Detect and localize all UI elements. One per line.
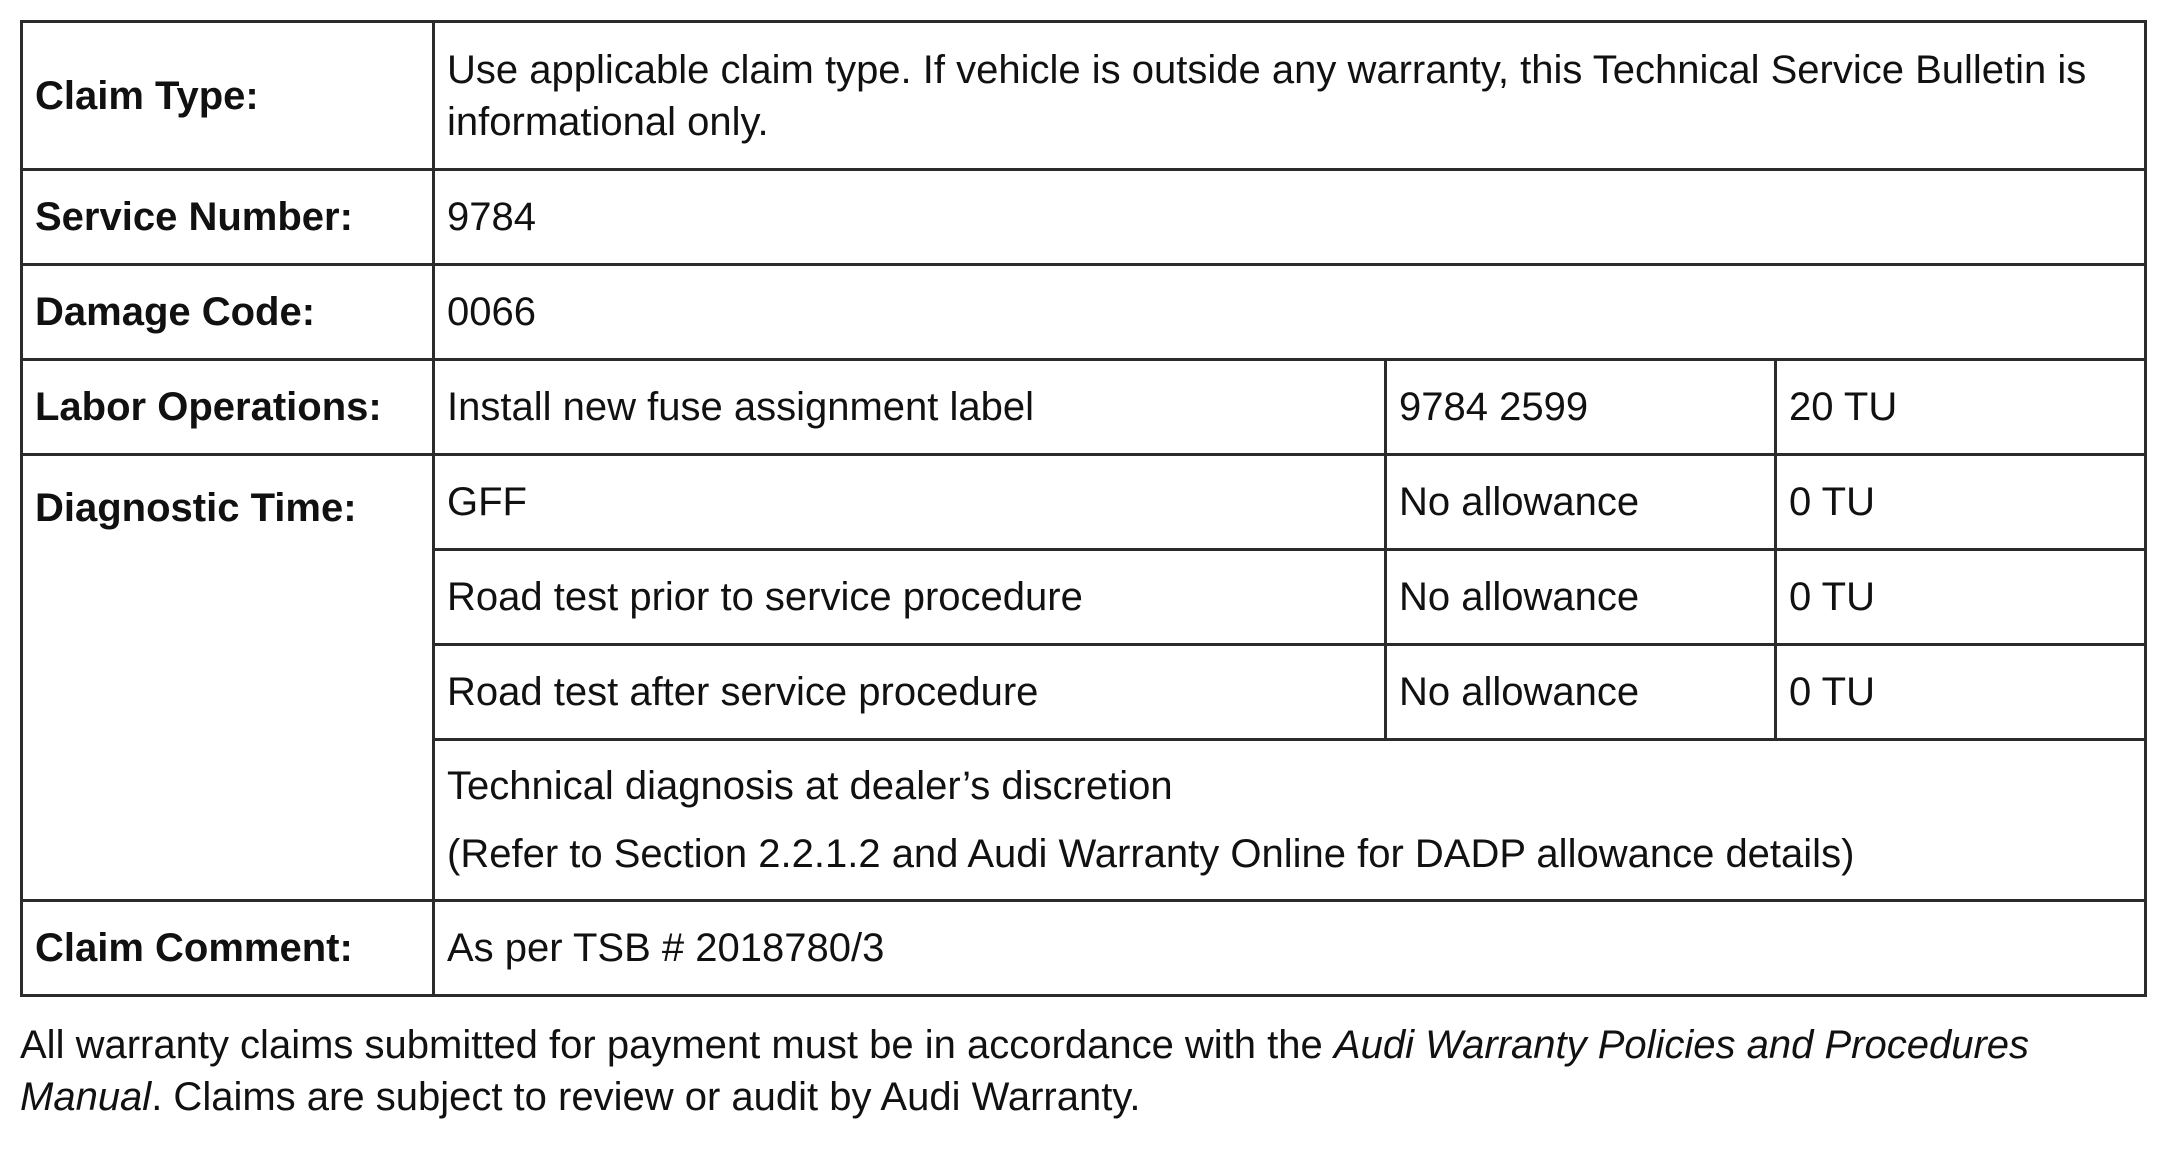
- technical-diagnosis-line: Technical diagnosis at dealer’s discretion: [447, 764, 1173, 808]
- labor-operation-code: 9784 2599: [1386, 360, 1776, 455]
- labor-operation-time: 20 TU: [1776, 360, 2146, 455]
- service-number-label: Service Number:: [22, 170, 434, 265]
- claim-comment-value: As per TSB # 2018780/3: [434, 901, 2146, 996]
- warranty-table: [20, 20, 2147, 997]
- service-number-row: [22, 170, 2146, 265]
- labor-operations-row: [22, 360, 2146, 455]
- footer-text-before: All warranty claims submitted for payment must be in accordance with the: [20, 1023, 1334, 1067]
- diagnostic-allowance: No allowance: [1386, 645, 1776, 740]
- diagnostic-description: Road test prior to service procedure: [434, 550, 1386, 645]
- technical-diagnosis-note: [434, 740, 2146, 901]
- diagnostic-time: 0 TU: [1776, 455, 2146, 550]
- manual-title: Audi Warranty Policies and Procedures Manual: [20, 1023, 2030, 1119]
- service-number-value: 9784: [434, 170, 2146, 265]
- diagnostic-time: 0 TU: [1776, 645, 2146, 740]
- diagnostic-row: [22, 455, 2146, 550]
- warranty-document: [20, 20, 2144, 1163]
- diagnostic-allowance: No allowance: [1386, 455, 1776, 550]
- diagnostic-description: GFF: [434, 455, 1386, 550]
- dadp-reference-line: (Refer to Section 2.2.1.2 and Audi Warranty Online for DADP allowance details): [447, 832, 1855, 876]
- claim-type-label: Claim Type:: [22, 22, 434, 170]
- claim-type-row: [22, 22, 2146, 170]
- claim-comment-label: Claim Comment:: [22, 901, 434, 996]
- diagnostic-description: Road test after service procedure: [434, 645, 1386, 740]
- diagnostic-allowance: No allowance: [1386, 550, 1776, 645]
- footer-text-after: . Claims are subject to review or audit by Audi Warranty.: [151, 1075, 1141, 1119]
- claim-type-value: Use applicable claim type. If vehicle is outside any warranty, this Technical Service Bulletin is informational only.: [434, 22, 2146, 170]
- diagnostic-time-label: Diagnostic Time:: [22, 455, 434, 901]
- damage-code-label: Damage Code:: [22, 265, 434, 360]
- damage-code-value: 0066: [434, 265, 2146, 360]
- labor-operations-label: Labor Operations:: [22, 360, 434, 455]
- claim-comment-row: [22, 901, 2146, 996]
- labor-operation-description: Install new fuse assignment label: [434, 360, 1386, 455]
- damage-code-row: [22, 265, 2146, 360]
- warranty-footer-note: [20, 1019, 2144, 1123]
- diagnostic-time: 0 TU: [1776, 550, 2146, 645]
